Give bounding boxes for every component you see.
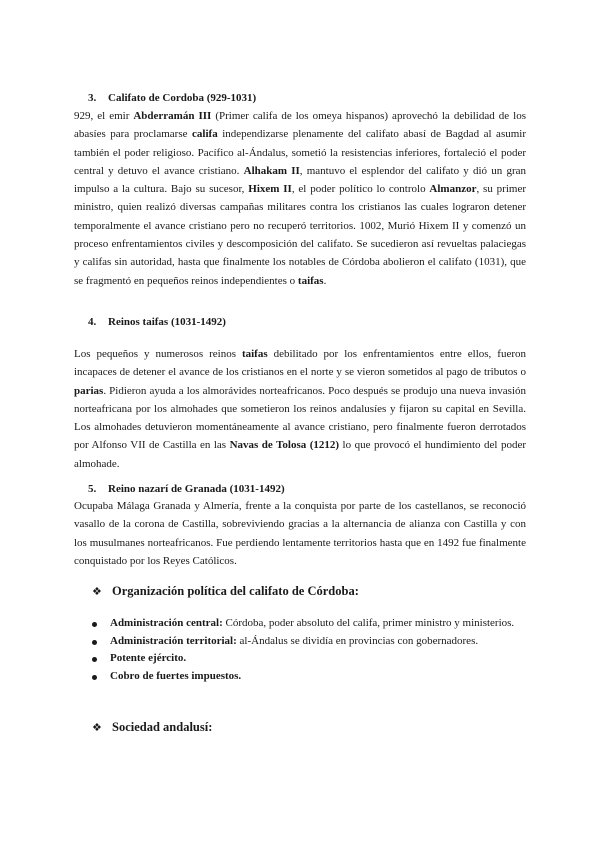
text-run: debilitado por los enfrentamientos entre ellos, fueron incapaces de detener el avance de los cristianos en el norte y se vieron sometidos al pago de tributos o [74,348,526,379]
section-4-number: 4. [88,316,97,328]
text-run: 929, el emir [74,110,134,122]
section-3-title: Califato de Cordoba (929-1031) [108,92,257,104]
organizacion-title: Organización política del califato de Córdoba: [112,584,359,598]
sociedad-heading [92,720,212,735]
section-3-number: 3. [88,92,97,104]
bold-term: califa [192,128,218,141]
section-4-paragraph [74,345,526,473]
text-run: Los pequeños y numerosos reinos [74,348,242,360]
section-5-title: Reino nazarí de Granada (1031-1492) [108,483,285,495]
diamond-bullet-icon: ❖ [92,722,102,734]
bold-term: taifas [297,274,324,287]
text-run: independizarse plenamente del califato abasí de Bagdad al asumir también el poder religioso. Pacífico al-Ándalus, sometió la resistencias inferiores, fortaleció el poder central y detuvo el avance cristiano. [74,128,526,177]
bullet-dot-icon [92,675,97,680]
item-label: Cobro de fuertes impuestos. [110,669,242,682]
list-item [92,633,522,651]
list-item [92,668,522,686]
section-3-heading [88,92,256,104]
bold-term: Hixem II [248,183,292,196]
item-label: Potente ejército. [110,652,187,664]
section-3-paragraph [74,107,526,290]
item-label: Administración territorial: [110,634,237,647]
section-5-number: 5. [88,483,97,495]
bullet-dot-icon [92,657,97,662]
section-4-heading [88,316,226,328]
organizacion-list [92,615,522,685]
bullet-dot-icon [92,640,97,645]
list-item [92,650,522,668]
text-run: . [323,274,327,287]
sociedad-title: Sociedad andalusí: [112,720,213,734]
list-item [92,615,522,633]
text-run: . Pidieron ayuda a los almorávides norteafricanos. Poco después se produjo una nueva invasión norteafricana por los almohades que sometieron los reinos andalusíes y fijaron su capital en Sevilla. Los almohades detuvieron momentáneamente al avance cristiano, pero finalmente fueron derrotados por Alfonso VII de Castilla en las [74,384,526,452]
text-run: lo que provocó el hundimiento del poder almohade. [74,439,526,470]
organizacion-heading [92,584,359,599]
bold-term: Navas de Tolosa (1212) [229,439,340,452]
section-5-heading [88,483,285,495]
item-text: Córdoba, poder absoluto del califa, primer ministro y ministerios. [222,617,515,629]
section-5-paragraph: Ocupaba Málaga Granada y Almería, frente a la conquista por parte de los castellanos, se reconoció vasallo de la corona de Castilla, sobreviviendo gracias a la alternancia de alianza con Castilla y con los musulmanes norteafricanos. Fue perdiendo lentamente territorios hasta que en 1492 fue finalmente conquistado por los Reyes Católicos. [74,500,526,567]
bold-term: taifas [241,348,268,360]
bold-term: Almanzor [429,183,477,196]
section-4-title: Reinos taifas (1031-1492) [108,316,226,328]
bold-term: Alhakam II [243,164,300,177]
diamond-bullet-icon: ❖ [92,586,102,598]
item-text: al-Ándalus se dividía en provincias con gobernadores. [236,634,479,647]
text-run: , el poder político lo controlo [291,183,430,196]
bold-term: parias [74,384,104,397]
bold-term: Abderramán III [133,110,212,122]
bullet-dot-icon [92,622,97,627]
text-run: (Primer califa de los omeya hispanos) aprovechó la debilidad de los abasíes para proclamarse [74,110,526,141]
text-run: , su primer ministro, quien realizó diversas campañas militares contra los cristianos las cuales lograron detener temporalmente el avance cristiano pero no recuperó territorios. 1002, Murió Hixem II y comenzó un proceso enfrentamientos civiles y descomposición del califato. Se sucedieron así revueltas palaciegas y califas sin autoridad, hasta que finalmente los notables de Córdoba abolieron el califato (1031), que se fragmentó en pequeños reinos independientes o [74,183,526,287]
item-label: Administración central: [110,617,223,629]
text-run: , mantuvo el esplendor del califato y dió un gran impulso a la cultura. Bajo su sucesor, [74,164,526,196]
